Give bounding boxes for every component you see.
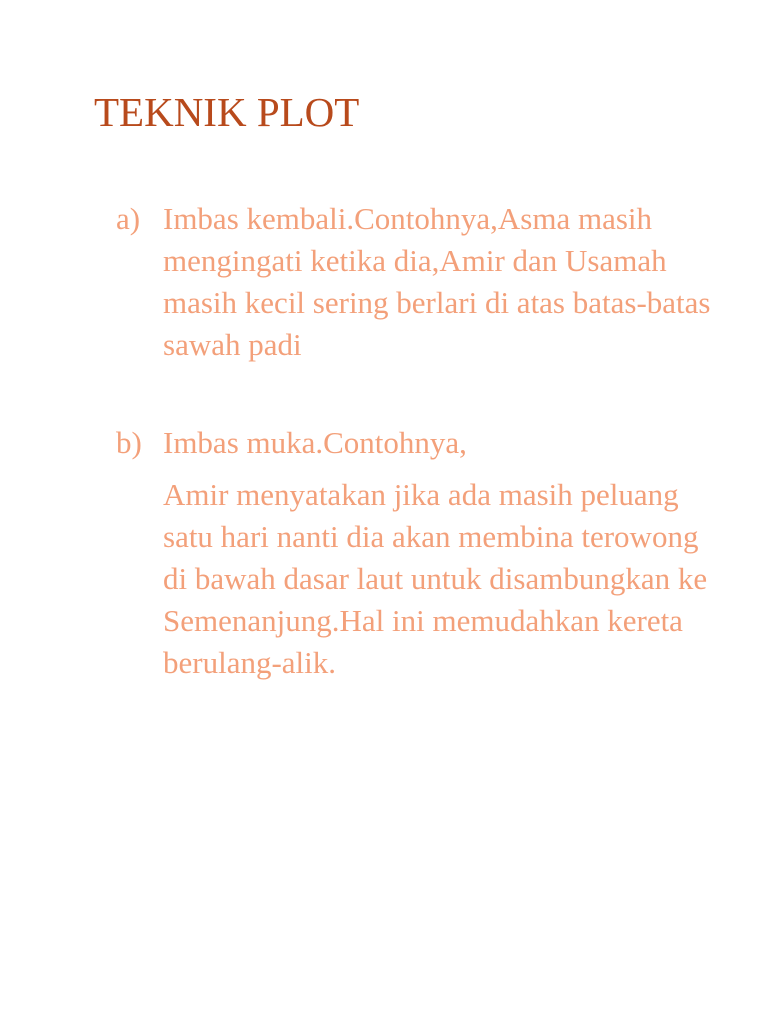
list-item-foreshadowing <box>116 422 716 684</box>
page-title: TEKNIK PLOT <box>94 89 360 135</box>
item-text: Imbas kembali.Contohnya,Asma masih mengingati ketika dia,Amir dan Usamah masih kecil sering berlari di atas batas-batas sawah padi <box>163 201 711 362</box>
list-item-flashback <box>116 198 716 366</box>
item-heading-text: Imbas muka.Contohnya, <box>163 425 467 460</box>
plot-technique-list <box>116 198 716 684</box>
list-marker: b) <box>116 425 142 460</box>
list-marker: a) <box>116 201 141 236</box>
item-text: Amir menyatakan jika ada masih peluang satu hari nanti dia akan membina terowong di bawah dasar laut untuk disambungkan ke Semenanjung.Hal ini memudahkan kereta berulang-alik. <box>163 477 708 680</box>
